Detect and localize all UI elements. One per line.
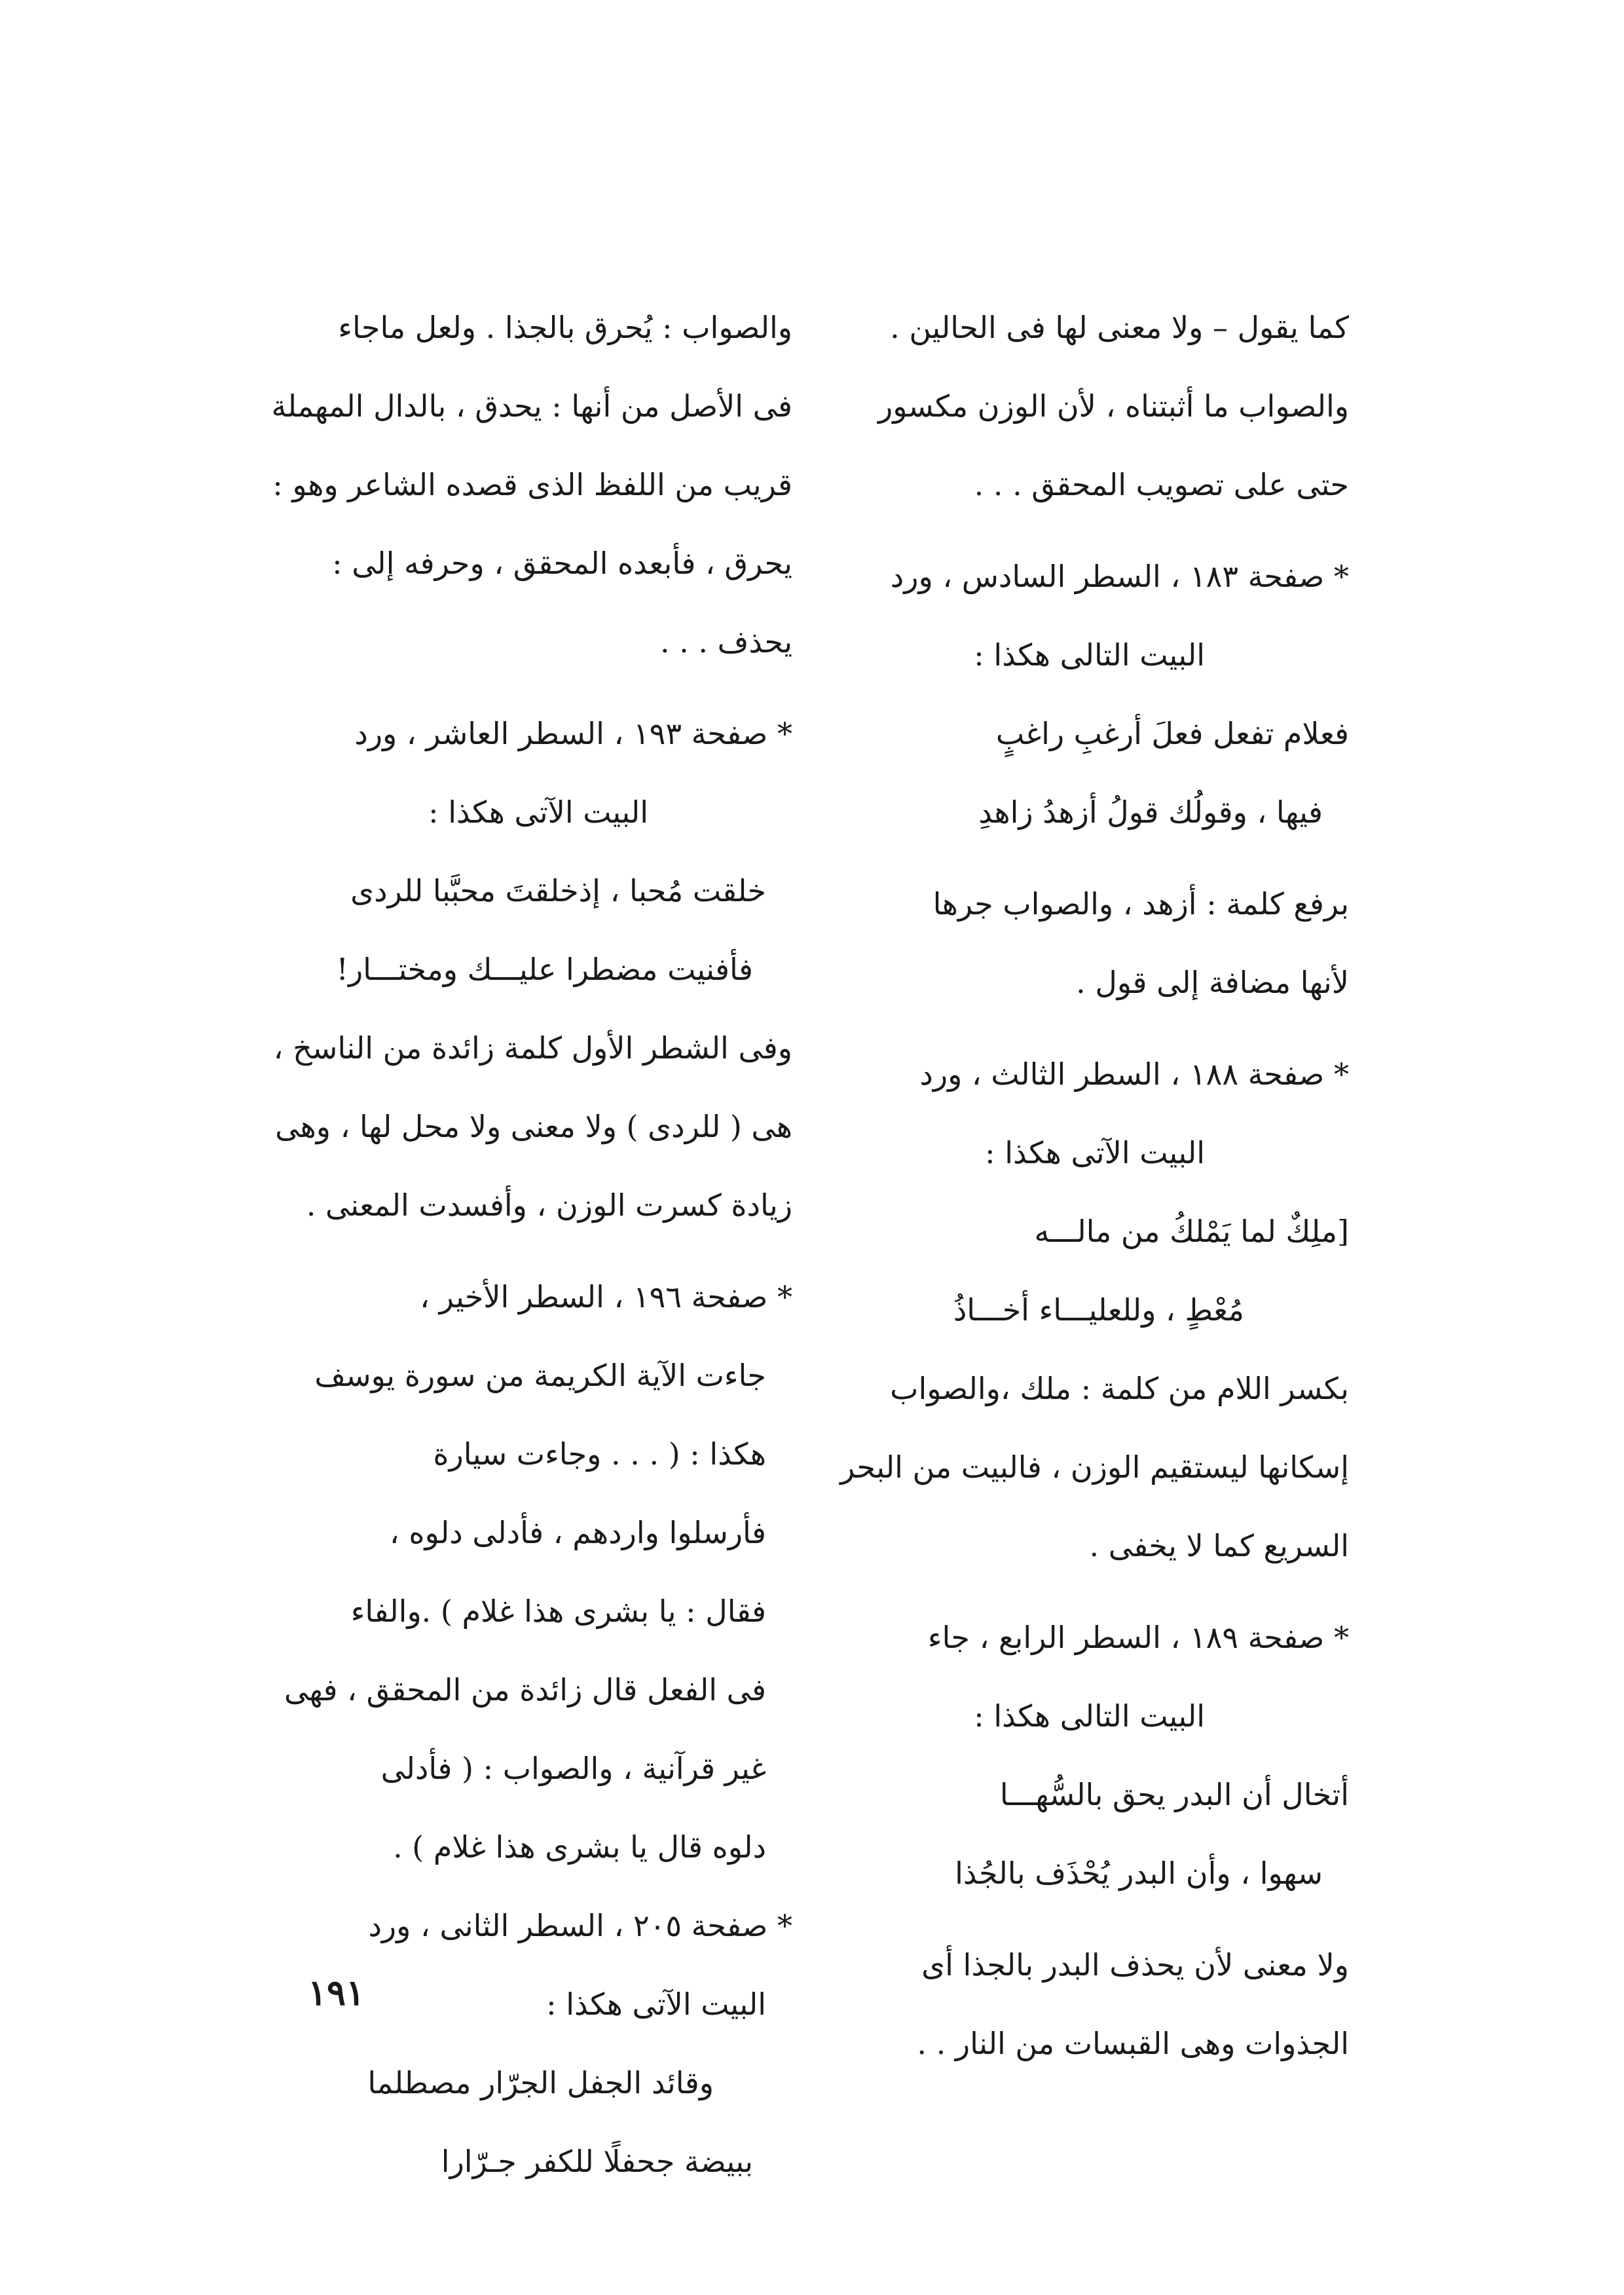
text-line: وفى الشطر الأول كلمة زائدة من الناسخ ،	[273, 1030, 792, 1066]
text-line: يحذف . . .	[659, 624, 792, 660]
text-line: فقال : يا بشرى هذا غلام ) .والفاء	[350, 1594, 766, 1629]
entry-heading: * صفحة ٢٠٥ ، السطر الثانى ، ورد	[368, 1908, 792, 1943]
text-line: غير قرآنية ، والصواب : ( فأدلى	[380, 1751, 766, 1786]
text-line: السريع كما لا يخفى .	[1089, 1528, 1349, 1563]
text-line: دلوه قال يا بشرى هذا غلام ) .	[393, 1829, 766, 1865]
text-line: إسكانها ليستقيم الوزن ، فالبيت من البحر	[840, 1449, 1349, 1485]
text-line: ولا معنى لأن يحذف البدر بالجذا أى	[921, 1947, 1349, 1983]
entry-heading: * صفحة ١٨٨ ، السطر الثالث ، ورد	[919, 1056, 1349, 1092]
text-line: فى الأصل من أنها : يحدق ، بالدال المهملة	[271, 388, 792, 424]
verse-line: فيها ، وقولُك قولُ أزهدُ زاهدِ	[978, 794, 1323, 830]
text-line: هكذا : ( . . . وجاءت سيارة	[433, 1436, 766, 1472]
text-line: حتى على تصويب المحقق . . .	[974, 467, 1349, 502]
text-line: قريب من اللفظ الذى قصده الشاعر وهو :	[272, 467, 792, 502]
verse-line: ببيضة جحفلًا للكفر جـرّارا	[441, 2144, 753, 2179]
verse-line: وقائد الجفل الجرّار مصطلما	[367, 2065, 714, 2100]
text-line: البيت الآتى هكذا :	[985, 1135, 1205, 1170]
entry-heading: * صفحة ١٩٣ ، السطر العاشر ، ورد	[354, 716, 792, 751]
left-text-column	[242, 288, 792, 2201]
text-line: زيادة كسرت الوزن ، وأفسدت المعنى .	[306, 1187, 792, 1223]
verse-line: فعلام تفعل فعلَ أرغبِ راغبٍ	[995, 716, 1349, 751]
entry-heading: * صفحة ١٩٦ ، السطر الأخير ،	[420, 1279, 792, 1315]
text-line: لأنها مضافة إلى قول .	[1076, 965, 1349, 1000]
text-line: يحرق ، فأبعده المحقق ، وحرفه إلى :	[332, 546, 792, 581]
verse-line: مُعْطٍ ، وللعليـــاء أخـــاذُ	[953, 1292, 1244, 1328]
page-number: ١٩١	[308, 1971, 365, 2013]
text-line: فى الفعل قال زائدة من المحقق ، فهى	[284, 1672, 766, 1707]
verse-line: [ملِكٌ لما يَمْلكُ من مالـــه	[1034, 1214, 1349, 1249]
text-line: بكسر اللام من كلمة : ملك ،والصواب	[890, 1371, 1349, 1406]
entry-heading: * صفحة ١٨٣ ، السطر السادس ، ورد	[890, 559, 1349, 594]
verse-line: سهوا ، وأن البدر يُحْذَف بالجُذا	[955, 1856, 1323, 1891]
text-line: جاءت الآية الكريمة من سورة يوسف	[314, 1358, 766, 1393]
text-line: هى ( للردى ) ولا معنى ولا محل لها ، وهى	[275, 1109, 792, 1144]
verse-line: فأفنيت مضطرا عليـــك ومختـــار!	[336, 952, 753, 987]
text-line: برفع كلمة : أزهد ، والصواب جرها	[932, 886, 1349, 922]
text-line: والصواب ما أثبتناه ، لأن الوزن مكسور	[878, 388, 1349, 424]
entry-heading: * صفحة ١٨٩ ، السطر الرابع ، جاء	[927, 1620, 1349, 1655]
text-line: الجذوات وهى القبسات من النار . .	[917, 2026, 1349, 2061]
verse-line: أتخال أن البدر يحق بالسُّهـــا	[999, 1777, 1349, 1812]
text-line: كما يقول – ولا معنى لها فى الحالين .	[890, 310, 1349, 345]
right-text-column	[799, 288, 1349, 2083]
text-line: فأرسلوا واردهم ، فأدلى دلوه ،	[389, 1515, 766, 1550]
verse-line: خلقت مُحبا ، إذخلقتَ محبَّبا للردى	[350, 873, 766, 908]
text-line: البيت التالى هكذا :	[974, 1698, 1205, 1734]
text-line: البيت التالى هكذا :	[974, 637, 1205, 673]
text-line: البيت الآتى هكذا :	[546, 1987, 766, 2022]
text-line: البيت الآتى هكذا :	[428, 794, 648, 830]
text-line: والصواب : يُحرق بالجذا . ولعل ماجاء	[338, 310, 792, 345]
